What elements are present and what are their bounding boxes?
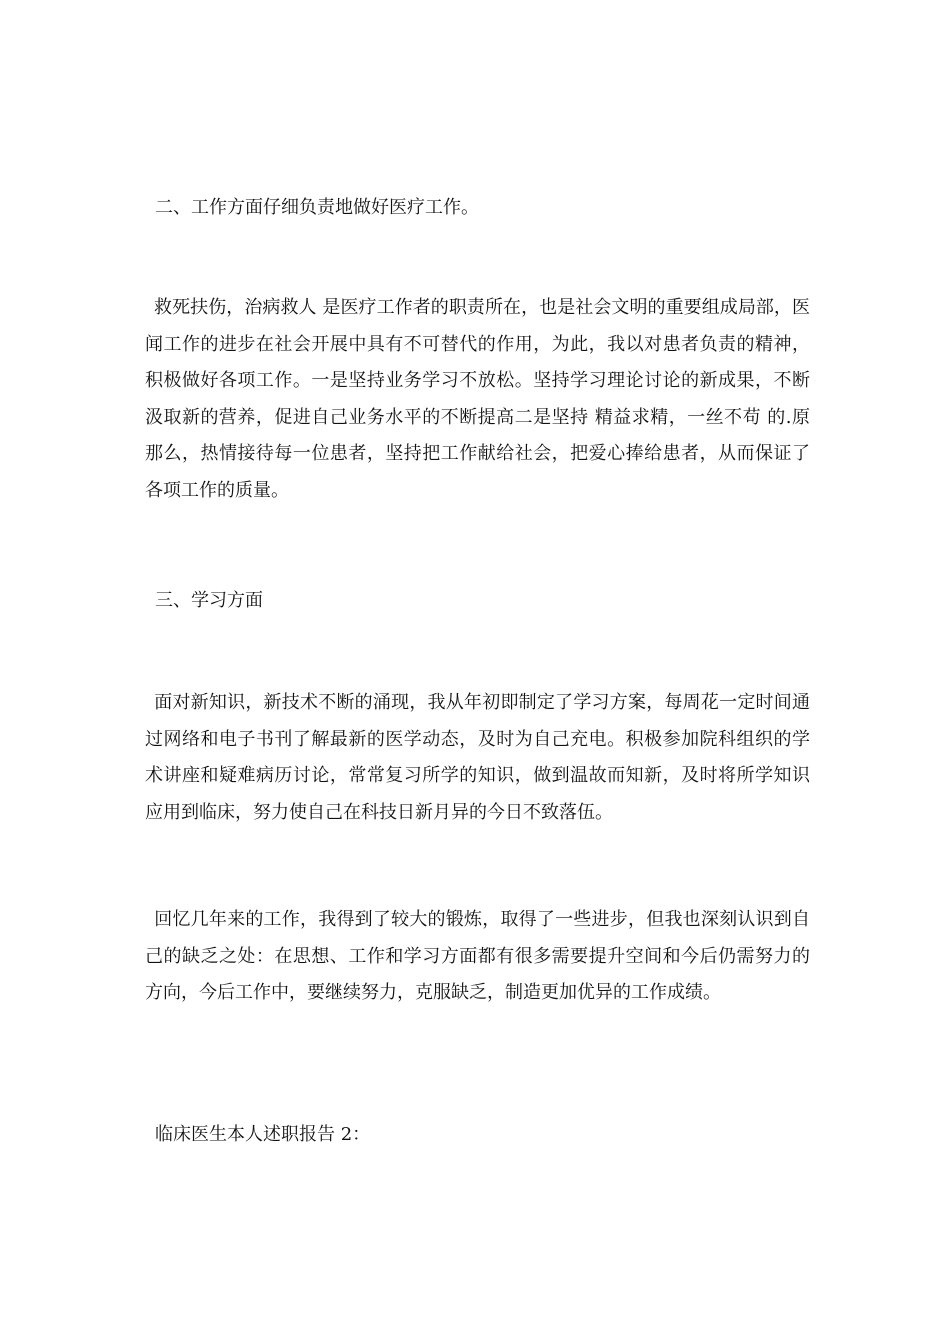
paragraph-summary-text: 回忆几年来的工作，我得到了较大的锻炼，取得了一些进步，但我也深刻认识到自己的缺乏之处：在思想、工作和学习方面都有很多需要提升空间和今后仍需努力的方向，今后工作中，要继续努力，克服缺乏，制造更加优异的工作成绩。 xyxy=(145,909,810,1004)
paragraph-study xyxy=(145,685,810,831)
paragraph-study-text: 面对新知识，新技术不断的涌现，我从年初即制定了学习方案，每周花一定时间通过网络和电子书刊了解最新的医学动态，及时为自己充电。积极参加院科组织的学术讲座和疑难病历讨论，常常复习所学的知识，做到温故而知新，及时将所学知识应用到临床，努力使自己在科技日新月异的今日不致落伍。 xyxy=(145,692,810,823)
section-heading-work: 二、工作方面仔细负责地做好医疗工作。 xyxy=(155,197,479,218)
section-heading-study: 三、学习方面 xyxy=(155,590,263,611)
report-2-heading: 临床医生本人述职报告 2： xyxy=(155,1124,371,1145)
paragraph-work xyxy=(145,290,810,510)
paragraph-summary xyxy=(145,902,810,1012)
paragraph-work-text: 救死扶伤，治病救人 是医疗工作者的职责所在，也是社会文明的重要组成局部，医闻工作的进步在社会开展中具有不可替代的作用，为此，我以对患者负责的精神，积极做好各项工作。一是坚持业务学习不放松。坚持学习理论讨论的新成果，不断汲取新的营养，促进自己业务水平的不断提高二是坚持 精益求精，一丝不苟 的.原那么，热情接待每一位患者，坚持把工作献给社会，把爱心捧给患者，从而保证了各项工作的质量。 xyxy=(145,297,810,501)
